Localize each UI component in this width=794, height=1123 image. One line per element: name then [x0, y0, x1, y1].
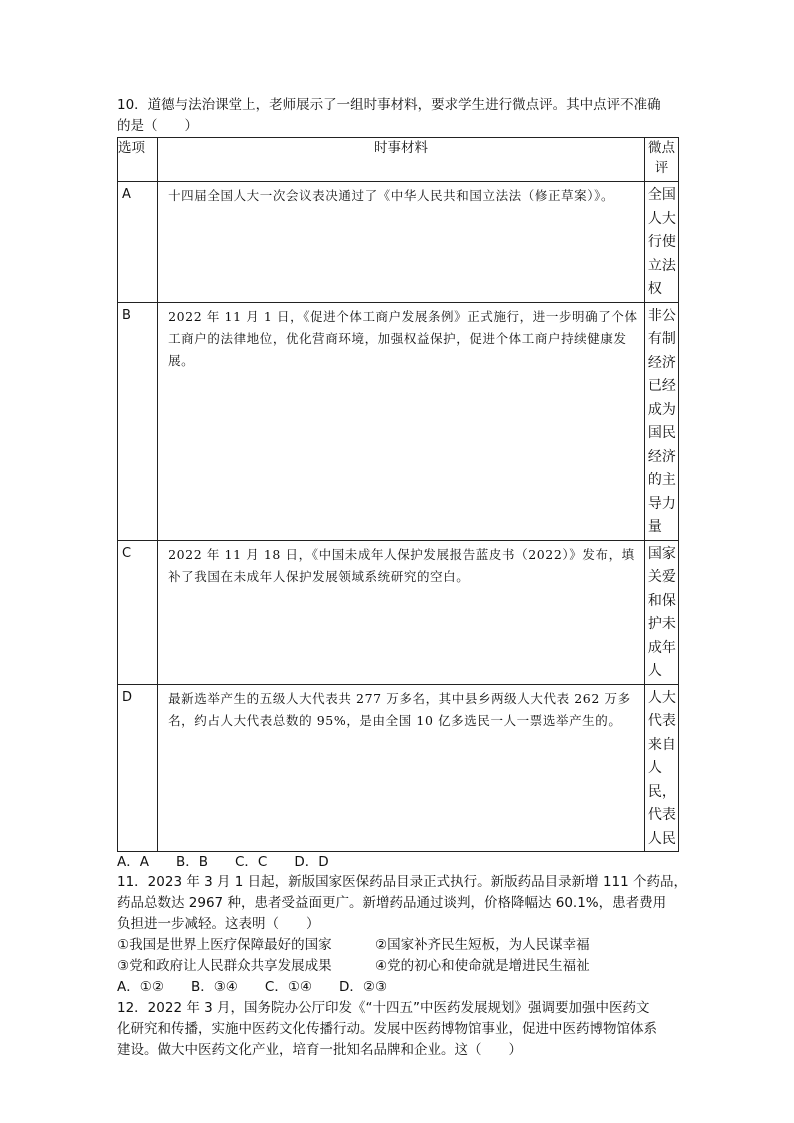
q10-answer-choices: A．A B．B C．C D．D: [117, 854, 329, 870]
q10-stem-line1: 10．道德与法治课堂上，老师展示了一组时事材料，要求学生进行微点评。其中点评不准确: [117, 97, 661, 113]
row-d-option: D: [118, 684, 158, 852]
row-c-review: 国家关爱和保护未成年人: [644, 540, 678, 684]
row-d-review: 人大代表来自人民，代表人民: [644, 684, 678, 852]
q10-stem-line2: 的是（ ）: [117, 118, 198, 134]
row-b-review: 非公有制经济已经成为国民经济的主导力量: [644, 302, 678, 540]
q11-stem-line2: 药品总数达 2967 种，患者受益面更广。新增药品通过谈判，价格降幅达 60.1%，患者费用: [117, 895, 667, 911]
row-a-option: A: [118, 182, 158, 303]
q11-options-row2: [117, 956, 679, 977]
row-b-material: 2022 年 11 月 1 日，《促进个体工商户发展条例》正式施行，进一步明确了个体工商户的法律地位，优化营商环境，加强权益保护，促进个体工商户持续健康发展。: [158, 302, 645, 540]
row-b-option: B: [118, 302, 158, 540]
q11-answer-choices: A．①② B．③④ C．①④ D．②③: [117, 979, 388, 995]
q10-materials-table: [117, 137, 679, 852]
q11-option-1: ①我国是世界上医疗保障最好的国家: [117, 937, 332, 953]
q12-stem-line1: 12．2022 年 3 月，国务院办公厅印发《“十四五”中医药发展规划》强调要加强中医药文: [117, 1000, 650, 1016]
q11-stem-line1: 11．2023 年 3 月 1 日起，新版国家医保药品目录正式执行。新版药品目录新增 111 个药品，: [117, 874, 688, 890]
header-option: 选项: [118, 138, 158, 182]
row-d-material: 最新选举产生的五级人大代表共 277 万多名，其中县乡两级人大代表 262 万多名，约占人大代表总数的 95%，是由全国 10 亿多选民一人一票选举产生的。: [158, 684, 645, 852]
table-row: [118, 302, 679, 540]
row-c-option: C: [118, 540, 158, 684]
q11-option-3: ③党和政府让人民群众共享发展成果: [117, 958, 332, 974]
table-header-row: [118, 138, 679, 182]
row-a-material: 十四届全国人大一次会议表决通过了《中华人民共和国立法法（修正草案）》。: [158, 182, 645, 303]
row-c-material: 2022 年 11 月 18 日，《中国未成年人保护发展报告蓝皮书（2022）》发布，填补了我国在未成年人保护发展领域系统研究的空白。: [158, 540, 645, 684]
table-row: [118, 182, 679, 303]
header-material: 时事材料: [158, 138, 645, 182]
header-review: 微点评: [644, 138, 678, 182]
q12-stem-line2: 化研究和传播，实施中医药文化传播行动。发展中医药博物馆事业，促进中医药博物馆体系: [117, 1021, 657, 1037]
table-row: [118, 540, 679, 684]
q12-stem-line3: 建设。做大中医药文化产业，培育一批知名品牌和企业。这（ ）: [117, 1042, 522, 1058]
table-row: [118, 684, 679, 852]
q11-option-4: ④党的初心和使命就是增进民生福祉: [375, 958, 590, 974]
row-a-review: 全国人大行使立法权: [644, 182, 678, 303]
q11-options-row1: [117, 935, 679, 956]
exam-page: [117, 95, 688, 1061]
q11-option-2: ②国家补齐民生短板，为人民谋幸福: [375, 937, 590, 953]
q11-stem-line3: 负担进一步减轻。这表明（ ）: [117, 916, 320, 932]
